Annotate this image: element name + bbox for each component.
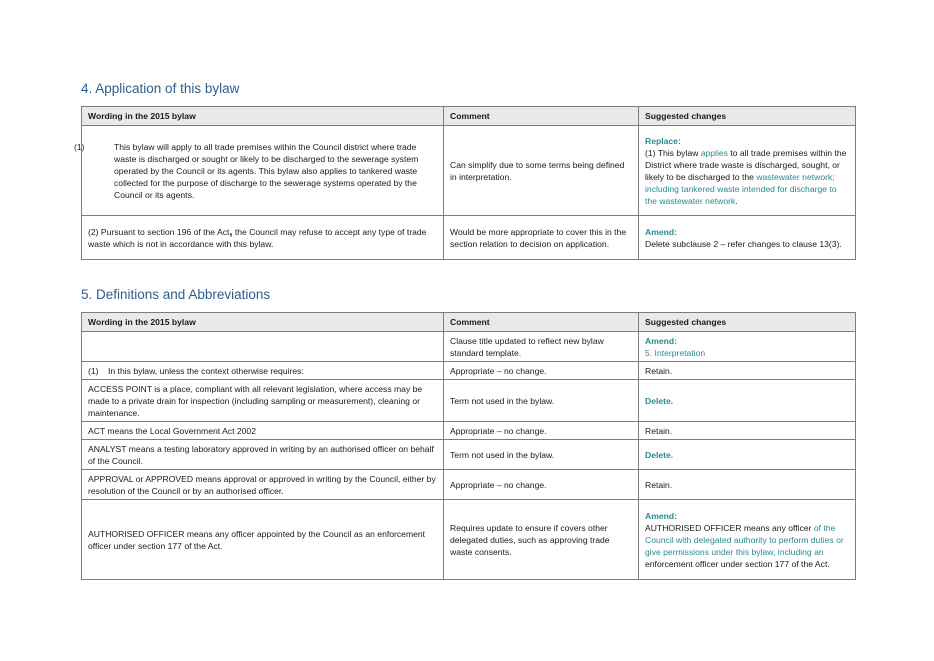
section-5-title: 5. Definitions and Abbreviations <box>81 287 271 302</box>
header-comment: Comment <box>444 313 639 332</box>
wording-cell <box>74 126 444 216</box>
comment-cell: Appropriate – no change. <box>444 362 639 380</box>
table-row <box>82 500 856 580</box>
header-suggested-changes: Suggested changes <box>639 313 856 332</box>
change-label: Replace: <box>645 135 681 146</box>
change-text-3: to all trade premises within the District where trade waste is discharged, sought, or likely to be discharged to the <box>645 147 847 182</box>
change-text-4: wastewater network; including tankered waste intended for discharge to the wastewater network <box>645 171 837 206</box>
table-row <box>82 216 856 260</box>
wording-text-a: (2) Pursuant to section 196 of the Act <box>88 226 230 237</box>
suggested-change-cell <box>639 126 856 216</box>
clause-number: (1) <box>74 141 85 152</box>
wording-text <box>74 141 437 201</box>
header-comment: Comment <box>444 107 639 126</box>
wording-cell <box>82 362 444 380</box>
change-label: Amend: <box>645 226 677 237</box>
change-text-1: (1) This bylaw <box>645 147 701 158</box>
wording-cell: AUTHORISED OFFICER means any officer appointed by the Council as an enforcement officer under section 177 of the Act. <box>82 500 444 580</box>
suggested-change-cell <box>639 500 856 580</box>
table-header-row <box>82 313 856 332</box>
clause-text: This bylaw will apply to all trade premises within the Council district where trade waste is discharged or sought or likely to be discharged to the sewerage system operated by the Council or its agents. This bylaw also applies to tankered waste collected for the purpose of discharge to the sewerage systems operated by the Council or its agents. <box>114 141 419 200</box>
table-row <box>82 362 856 380</box>
comment-cell: Appropriate – no change. <box>444 470 639 500</box>
change-text-3: enforcement officer under section 177 of the Act. <box>645 558 830 569</box>
suggested-change-cell: Delete. <box>639 380 856 422</box>
comment-cell: Can simplify due to some terms being defined in interpretation. <box>444 126 639 216</box>
suggested-change-cell <box>639 332 856 362</box>
comment-cell: Clause title updated to reflect new bylaw standard template. <box>444 332 639 362</box>
suggested-change-cell: Retain. <box>639 422 856 440</box>
section-5-table <box>81 312 856 580</box>
section-4-table <box>74 106 856 260</box>
change-text-2: of the Council with delegated authority to perform duties or give permissions under this bylaw, including an <box>645 522 844 557</box>
wording-cell <box>82 216 444 260</box>
wording-cell: ACT means the Local Government Act 2002 <box>82 422 444 440</box>
table-row <box>82 332 856 362</box>
suggested-change-cell: Delete. <box>639 440 856 470</box>
change-text-1: AUTHORISED OFFICER means any officer <box>645 522 814 533</box>
change-label: Amend: <box>645 510 677 521</box>
suggested-change-cell <box>639 216 856 260</box>
wording-cell: APPROVAL or APPROVED means approval or approved in writing by the Council, either by resolution of the Council or by an authorised officer. <box>82 470 444 500</box>
clause-text: In this bylaw, unless the context otherwise requires: <box>108 365 304 376</box>
table-row <box>82 126 856 216</box>
table-header-row <box>82 107 856 126</box>
change-text-2: applies <box>700 147 728 158</box>
table-row <box>82 440 856 470</box>
table-row <box>82 422 856 440</box>
header-suggested-changes: Suggested changes <box>639 107 856 126</box>
suggested-change-cell: Retain. <box>639 470 856 500</box>
comment-cell: Term not used in the bylaw. <box>444 440 639 470</box>
wording-comma: , <box>229 225 233 238</box>
header-wording: Wording in the 2015 bylaw <box>82 107 444 126</box>
change-text: Delete subclause 2 – refer changes to clause 13(3). <box>645 238 842 249</box>
clause-number: (1) <box>88 365 99 376</box>
suggested-change-cell: Retain. <box>639 362 856 380</box>
table-row <box>82 470 856 500</box>
wording-cell: ACCESS POINT is a place, compliant with all relevant legislation, where access may be made to a private drain for inspection (including sampling or measurement), cleaning or maintenance. <box>82 380 444 422</box>
comment-cell: Appropriate – no change. <box>444 422 639 440</box>
change-label: Amend: <box>645 335 677 346</box>
table-row <box>82 380 856 422</box>
wording-text-b: the Council may refuse to accept any type of trade waste which is not in accordance with this bylaw. <box>88 226 427 249</box>
section-4-title: 4. Application of this bylaw <box>81 81 240 96</box>
comment-cell: Requires update to ensure if covers other delegated duties, such as approving trade waste consents. <box>444 500 639 580</box>
wording-cell: ANALYST means a testing laboratory approved in writing by an authorised officer on behalf of the Council. <box>82 440 444 470</box>
comment-cell: Term not used in the bylaw. <box>444 380 639 422</box>
change-text-5: . <box>735 195 738 206</box>
header-wording: Wording in the 2015 bylaw <box>82 313 444 332</box>
wording-cell <box>82 332 444 362</box>
comment-cell: Would be more appropriate to cover this in the section relation to decision on application. <box>444 216 639 260</box>
change-text: 5. Interpretation <box>645 347 706 358</box>
